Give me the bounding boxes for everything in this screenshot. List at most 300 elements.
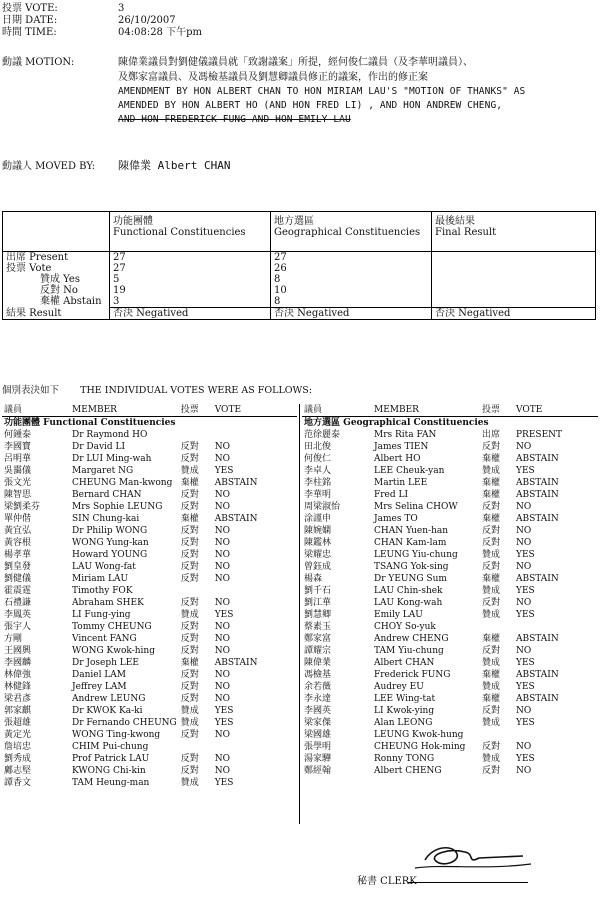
vote-en xyxy=(514,621,598,633)
member-name-en: Ronny TONG xyxy=(374,754,435,764)
vote-zh: 反對 xyxy=(180,562,199,572)
vote-zh: 贊成 xyxy=(180,610,199,620)
vote-row xyxy=(302,633,598,645)
vote-en: YES xyxy=(516,550,535,560)
motion-line-3: AMENDMENT BY HON ALBERT CHAN TO HON MIRIAM LAU'S "MOTION OF THANKS" AS xyxy=(118,86,526,97)
motion-line-5-text: AND HON FREDERICK FUNG AND HON EMILY LAU xyxy=(118,114,351,125)
member-name-zh: 林健鋒 xyxy=(4,682,32,692)
vote-en: YES xyxy=(516,682,535,692)
vote-zh: 反對 xyxy=(180,526,199,536)
vote-en: NO xyxy=(214,526,230,536)
member-name-zh: 鄭家富 xyxy=(304,634,332,644)
member-name-en: Fred LI xyxy=(374,490,409,500)
vote-zh: 棄權 xyxy=(482,490,501,500)
final-result: 否決 Negatived xyxy=(432,308,596,320)
member-name-en: Vincent FANG xyxy=(72,634,137,644)
vote-zh: 反對 xyxy=(482,538,501,548)
vote-zh: 反對 xyxy=(180,766,199,776)
member-name-zh: 劉皇發 xyxy=(4,562,32,572)
header-functional-en: Functional Constituencies xyxy=(113,227,246,238)
vote-en: NO xyxy=(516,442,532,452)
vote-zh: 贊成 xyxy=(482,550,501,560)
member-name-en: WONG Ting-kwong xyxy=(72,730,161,740)
vote-row xyxy=(2,489,297,501)
header-geographical-en: Geographical Constituencies xyxy=(274,227,421,238)
vote-row xyxy=(302,441,598,453)
member-name-en: Dr Raymond HO xyxy=(72,430,148,440)
vote-zh: 贊成 xyxy=(482,718,501,728)
fc-present: 27 xyxy=(113,252,126,263)
row-label-present: 出席 Present xyxy=(6,252,69,263)
vote-row xyxy=(2,717,297,729)
moved-by-label: 動議人 MOVED BY: xyxy=(2,161,96,172)
vote-row xyxy=(302,693,598,705)
vote-en: YES xyxy=(516,754,535,764)
vote-zh: 棄權 xyxy=(180,658,199,668)
vote-row xyxy=(302,741,598,753)
member-name-zh: 詹培忠 xyxy=(4,742,32,752)
vote-zh: 反對 xyxy=(180,646,199,656)
vote-en: ABSTAIN xyxy=(516,514,559,524)
vote-row xyxy=(302,561,598,573)
vote-zh: 贊成 xyxy=(482,466,501,476)
vote-zh: 反對 xyxy=(180,730,199,740)
header-final xyxy=(432,212,596,252)
vote-zh: 反對 xyxy=(482,502,501,512)
vote-en: YES xyxy=(214,778,234,788)
member-name-zh: 鄺志堅 xyxy=(4,766,32,776)
member-name-zh: 馮檢基 xyxy=(304,670,332,680)
vote-zh: 贊成 xyxy=(180,778,199,788)
member-name-en: Frederick FUNG xyxy=(374,670,451,680)
member-name-zh: 陳鑑林 xyxy=(304,538,332,548)
member-name-en: Dr LUI Ming-wah xyxy=(72,454,152,464)
vote-zh: 反對 xyxy=(180,682,199,692)
member-name-zh: 田北俊 xyxy=(304,442,332,452)
member-name-zh: 呂明華 xyxy=(4,454,32,464)
vote-en: NO xyxy=(214,670,230,680)
time-value: 04:08:28 下午pm xyxy=(118,27,202,38)
member-name-en: Abraham SHEK xyxy=(72,598,144,608)
vote-zh: 反對 xyxy=(180,622,199,632)
left-head-zh: 議員 xyxy=(2,404,70,417)
member-name-en: CHEUNG Man-kwong xyxy=(72,478,173,488)
member-name-zh: 李鳳英 xyxy=(4,610,32,620)
vote-en: NO xyxy=(516,526,532,536)
member-name-zh: 劉慧卿 xyxy=(304,610,332,620)
vote-row xyxy=(2,477,297,489)
member-name-zh: 林偉強 xyxy=(4,670,32,680)
member-name-en: Jeffrey LAM xyxy=(72,682,127,692)
vote-row xyxy=(2,585,297,597)
vote-row xyxy=(2,525,297,537)
member-name-en: Howard YOUNG xyxy=(72,550,148,560)
member-name-en: Emily LAU xyxy=(374,610,423,620)
column-divider xyxy=(299,404,300,824)
member-name-en: James TIEN xyxy=(374,442,429,452)
left-votes-body xyxy=(2,429,297,789)
gc-result: 否決 Negatived xyxy=(271,308,432,320)
member-name-zh: 吳靄儀 xyxy=(4,466,32,476)
vote-row xyxy=(2,777,297,789)
member-name-zh: 周梁淑怡 xyxy=(304,502,341,512)
vote-row xyxy=(2,765,297,777)
vote-row xyxy=(302,753,598,765)
left-head-member: MEMBER xyxy=(70,404,179,417)
member-name-en: Mrs Selina CHOW xyxy=(374,502,458,512)
vote-en: NO xyxy=(214,562,230,572)
member-name-zh: 何鍾泰 xyxy=(4,430,32,440)
vote-row xyxy=(302,501,598,513)
vote-row xyxy=(302,669,598,681)
vote-zh: 贊成 xyxy=(180,706,199,716)
member-name-en: Albert CHAN xyxy=(374,658,435,668)
date-label: 日期 DATE: xyxy=(2,15,58,26)
vote-number-value: 3 xyxy=(118,3,125,14)
member-name-zh: 劉健儀 xyxy=(4,574,32,584)
member-name-en: WONG Yung-kan xyxy=(72,538,149,548)
member-name-zh: 余若薇 xyxy=(304,682,332,692)
clerk-signature-line xyxy=(408,882,528,883)
vote-zh: 棄權 xyxy=(482,454,501,464)
vote-en: NO xyxy=(516,766,532,776)
member-name-en: LAU Kong-wah xyxy=(374,598,443,608)
vote-zh: 反對 xyxy=(180,634,199,644)
motion-label: 動議 MOTION: xyxy=(2,57,75,68)
vote-zh xyxy=(480,621,514,633)
vote-row xyxy=(302,453,598,465)
member-name-en: CHAN Yuen-han xyxy=(374,526,449,536)
vote-zh: 出席 xyxy=(482,430,501,440)
vote-zh: 棄權 xyxy=(482,634,501,644)
right-section-title: 地方選區 Geographical Constituencies xyxy=(304,418,489,428)
vote-en: NO xyxy=(214,622,230,632)
vote-en: NO xyxy=(214,442,230,452)
vote-en: YES xyxy=(516,466,535,476)
vote-en: NO xyxy=(214,634,230,644)
vote-en: ABSTAIN xyxy=(516,670,559,680)
right-votes-table xyxy=(302,404,598,777)
final-counts xyxy=(432,252,596,308)
vote-zh: 反對 xyxy=(180,754,199,764)
member-name-zh: 李國寶 xyxy=(4,442,32,452)
row-label-result: 結果 Result xyxy=(3,308,110,320)
member-name-zh: 黃容根 xyxy=(4,538,32,548)
vote-row xyxy=(2,501,297,513)
member-name-zh: 張學明 xyxy=(304,742,332,752)
member-name-zh: 楊森 xyxy=(304,574,323,584)
vote-row xyxy=(2,549,297,561)
header-functional xyxy=(110,212,271,252)
member-name-zh: 李永達 xyxy=(304,694,332,704)
vote-zh: 棄權 xyxy=(482,670,501,680)
member-name-en: Andrew LEUNG xyxy=(72,694,146,704)
member-name-en: Dr KWOK Ka-ki xyxy=(72,706,143,716)
member-name-en: SIN Chung-kai xyxy=(72,514,140,524)
member-name-en: Dr Fernando CHEUNG xyxy=(72,718,177,728)
motion-line-4: AMENDED BY HON ALBERT HO (AND HON FRED LI) , AND HON ANDREW CHENG, xyxy=(118,100,503,111)
vote-en: YES xyxy=(516,718,535,728)
vote-row xyxy=(302,537,598,549)
vote-row xyxy=(302,717,598,729)
fc-counts xyxy=(110,252,271,308)
vote-zh: 反對 xyxy=(482,526,501,536)
member-name-zh: 李國英 xyxy=(304,706,332,716)
vote-row xyxy=(302,585,598,597)
vote-en: NO xyxy=(214,766,230,776)
vote-en: YES xyxy=(214,706,234,716)
vote-row xyxy=(302,657,598,669)
member-name-zh: 李卓人 xyxy=(304,466,332,476)
right-head-member: MEMBER xyxy=(372,404,480,417)
vote-row xyxy=(2,633,297,645)
vote-row xyxy=(302,477,598,489)
gc-counts xyxy=(271,252,432,308)
vote-row xyxy=(2,669,297,681)
row-label-yes: 贊成 Yes xyxy=(40,274,80,285)
member-name-zh: 梁劉柔芬 xyxy=(4,502,41,512)
right-head-zh: 議員 xyxy=(302,404,372,417)
member-name-zh: 郭家麒 xyxy=(4,706,32,716)
moved-by-value: 陳偉業 Albert CHAN xyxy=(118,159,231,172)
member-name-zh: 陳偉業 xyxy=(304,658,332,668)
vote-zh: 反對 xyxy=(482,598,501,608)
member-name-zh: 鄭經翰 xyxy=(304,766,332,776)
fc-no: 19 xyxy=(113,285,126,296)
member-name-zh: 石禮謙 xyxy=(4,598,32,608)
vote-en: NO xyxy=(214,574,230,584)
vote-zh xyxy=(179,741,213,753)
member-name-zh: 黃定光 xyxy=(4,730,32,740)
vote-zh: 反對 xyxy=(180,454,199,464)
vote-zh xyxy=(179,585,213,597)
fc-vote: 27 xyxy=(113,263,126,274)
vote-en: ABSTAIN xyxy=(516,574,559,584)
member-name-zh: 張宇人 xyxy=(4,622,32,632)
vote-en: ABSTAIN xyxy=(516,694,559,704)
member-name-zh: 涂謹申 xyxy=(304,514,332,524)
results-table xyxy=(2,211,596,320)
vote-row xyxy=(2,453,297,465)
member-name-en: TSANG Yok-sing xyxy=(374,562,449,572)
member-name-en: Daniel LAM xyxy=(72,670,127,680)
member-name-en: Alan LEONG xyxy=(374,718,433,728)
member-name-en: Dr David LI xyxy=(72,442,126,452)
vote-row xyxy=(2,429,297,441)
gc-abstain: 8 xyxy=(274,296,281,307)
vote-en: NO xyxy=(214,682,230,692)
member-name-en: TAM Yiu-chung xyxy=(374,646,444,656)
member-name-zh: 梁國雄 xyxy=(304,730,332,740)
member-name-zh: 陳婉嫻 xyxy=(304,526,332,536)
vote-zh xyxy=(179,429,213,441)
member-name-en: Timothy FOK xyxy=(72,586,133,596)
right-votes-body xyxy=(302,429,598,777)
vote-en: NO xyxy=(214,598,230,608)
vote-row xyxy=(2,753,297,765)
vote-zh: 棄權 xyxy=(180,478,199,488)
vote-en: YES xyxy=(516,658,535,668)
vote-zh: 反對 xyxy=(180,694,199,704)
vote-en: NO xyxy=(214,454,230,464)
vote-en: NO xyxy=(516,562,532,572)
vote-zh: 反對 xyxy=(180,538,199,548)
member-name-zh: 陳智思 xyxy=(4,490,32,500)
member-name-zh: 李柱銘 xyxy=(304,478,332,488)
vote-en: NO xyxy=(214,754,230,764)
member-name-zh: 曾鈺成 xyxy=(304,562,332,572)
member-name-en: Mrs Rita FAN xyxy=(374,430,437,440)
member-name-en: WONG Kwok-hing xyxy=(72,646,155,656)
member-name-en: CHAN Kam-lam xyxy=(374,538,447,548)
vote-en: NO xyxy=(214,538,230,548)
vote-en: ABSTAIN xyxy=(214,514,258,524)
member-name-en: LI Fung-ying xyxy=(72,610,131,620)
clerk-label: 秘書 CLERK xyxy=(357,876,417,887)
vote-en xyxy=(213,429,297,441)
vote-en: NO xyxy=(214,550,230,560)
member-name-zh: 劉秀成 xyxy=(4,754,32,764)
vote-zh: 棄權 xyxy=(482,478,501,488)
vote-zh: 贊成 xyxy=(482,754,501,764)
member-name-en: LAU Chin-shek xyxy=(374,586,443,596)
member-name-en: LI Kwok-ying xyxy=(374,706,435,716)
vote-en: ABSTAIN xyxy=(516,490,559,500)
vote-zh: 反對 xyxy=(482,442,501,452)
left-votes-table xyxy=(2,404,297,789)
vote-zh: 反對 xyxy=(482,646,501,656)
vote-row xyxy=(2,621,297,633)
gc-no: 10 xyxy=(274,285,287,296)
row-label-no: 反對 No xyxy=(40,285,78,296)
member-name-en: KWONG Chi-kin xyxy=(72,766,146,776)
vote-zh: 反對 xyxy=(180,502,199,512)
member-name-en: CHEUNG Hok-ming xyxy=(374,742,466,752)
results-labels xyxy=(3,252,110,308)
vote-zh: 贊成 xyxy=(180,718,199,728)
row-label-vote: 投票 Vote xyxy=(6,263,52,274)
vote-en: PRESENT xyxy=(516,430,563,440)
vote-row xyxy=(2,657,297,669)
vote-row xyxy=(302,573,598,585)
member-name-en: Bernard CHAN xyxy=(72,490,142,500)
vote-row xyxy=(302,489,598,501)
vote-row xyxy=(302,621,598,633)
member-name-zh: 梁君彥 xyxy=(4,694,32,704)
header-final-en: Final Result xyxy=(435,227,497,238)
fc-abstain: 3 xyxy=(113,296,120,307)
member-name-zh: 梁家傑 xyxy=(304,718,332,728)
vote-zh: 反對 xyxy=(482,706,501,716)
vote-en: NO xyxy=(516,502,532,512)
member-name-en: Dr YEUNG Sum xyxy=(374,574,447,584)
right-head-vote-zh: 投票 xyxy=(480,404,514,417)
vote-row xyxy=(2,729,297,741)
member-name-zh: 梁耀忠 xyxy=(304,550,332,560)
fc-yes: 5 xyxy=(113,274,120,285)
vote-zh: 反對 xyxy=(180,670,199,680)
gc-yes: 8 xyxy=(274,274,281,285)
vote-en: NO xyxy=(516,646,532,656)
row-label-abstain: 棄權 Abstain xyxy=(40,296,102,307)
header-geographical xyxy=(271,212,432,252)
vote-row xyxy=(2,693,297,705)
member-name-en: Tommy CHEUNG xyxy=(72,622,152,632)
date-value: 26/10/2007 xyxy=(118,15,176,26)
vote-zh: 反對 xyxy=(180,490,199,500)
vote-en: ABSTAIN xyxy=(516,634,559,644)
member-name-zh: 楊孝華 xyxy=(4,550,32,560)
vote-zh: 棄權 xyxy=(482,574,501,584)
member-name-en: LAU Wong-fat xyxy=(72,562,136,572)
member-name-zh: 方剛 xyxy=(4,634,23,644)
vote-zh xyxy=(480,729,514,741)
member-name-en: Margaret NG xyxy=(72,466,134,476)
member-name-en: LEUNG Kwok-hung xyxy=(374,730,464,740)
member-name-en: Audrey EU xyxy=(374,682,424,692)
member-name-en: Andrew CHENG xyxy=(374,634,449,644)
member-name-zh: 譚香文 xyxy=(4,778,32,788)
motion-line-1: 陳偉業議員對劉健儀議員就「致謝議案」所提，經何俊仁議員（及李華明議員）、 xyxy=(118,57,473,68)
vote-zh: 反對 xyxy=(180,598,199,608)
motion-line-5 xyxy=(118,113,596,127)
individual-votes-intro: 個別表決如下 THE INDIVIDUAL VOTES WERE AS FOLLOWS: xyxy=(2,385,313,396)
vote-zh: 贊成 xyxy=(482,586,501,596)
member-name-zh: 單仲偕 xyxy=(4,514,32,524)
member-name-zh: 霍震霆 xyxy=(4,586,32,596)
vote-zh: 贊成 xyxy=(482,682,501,692)
vote-zh: 贊成 xyxy=(482,658,501,668)
vote-en: YES xyxy=(516,610,535,620)
vote-en: YES xyxy=(214,718,234,728)
vote-en: ABSTAIN xyxy=(214,658,258,668)
header-final-zh: 最後結果 xyxy=(435,216,475,227)
member-name-en: Prof Patrick LAU xyxy=(72,754,150,764)
vote-row xyxy=(2,609,297,621)
vote-row xyxy=(302,513,598,525)
vote-row xyxy=(302,645,598,657)
vote-row xyxy=(302,705,598,717)
vote-en xyxy=(213,741,297,753)
member-name-en: Dr Philip WONG xyxy=(72,526,148,536)
member-name-zh: 張文光 xyxy=(4,478,32,488)
vote-en xyxy=(213,585,297,597)
member-name-zh: 張超雄 xyxy=(4,718,32,728)
member-name-zh: 王國興 xyxy=(4,646,32,656)
vote-en: YES xyxy=(214,466,234,476)
gc-present: 27 xyxy=(274,252,287,263)
vote-zh: 反對 xyxy=(482,562,501,572)
time-label: 時間 TIME: xyxy=(2,27,57,38)
member-name-en: LEE Cheuk-yan xyxy=(374,466,445,476)
clerk-signature xyxy=(405,838,535,878)
vote-row xyxy=(302,765,598,777)
vote-zh: 棄權 xyxy=(482,514,501,524)
gc-vote: 26 xyxy=(274,263,287,274)
motion-text xyxy=(118,55,596,127)
vote-en: NO xyxy=(516,706,532,716)
vote-zh: 反對 xyxy=(180,442,199,452)
vote-en: NO xyxy=(516,538,532,548)
vote-row xyxy=(2,465,297,477)
member-name-zh: 湯家驊 xyxy=(304,754,332,764)
vote-row xyxy=(302,597,598,609)
member-name-en: Mrs Sophie LEUNG xyxy=(72,502,163,512)
vote-row xyxy=(2,645,297,657)
vote-en: NO xyxy=(214,502,230,512)
member-name-en: Miriam LAU xyxy=(72,574,129,584)
vote-row xyxy=(302,549,598,561)
